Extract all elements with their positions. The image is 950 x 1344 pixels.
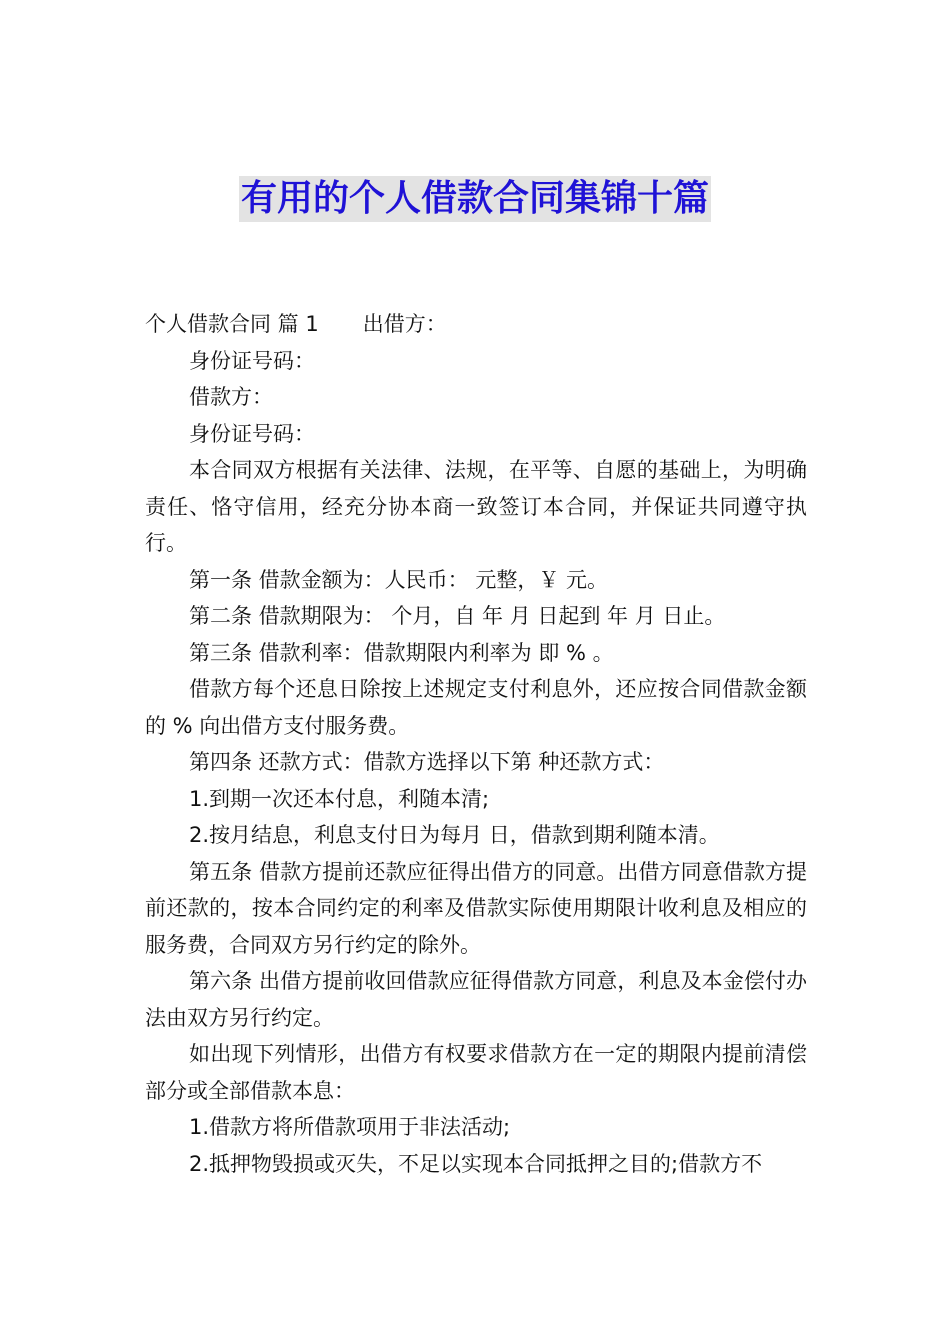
paragraph: 2.抵押物毁损或灭失，不足以实现本合同抵押之目的;借款方不 (189, 1151, 763, 1176)
document-title: 有用的个人借款合同集锦十篇 (239, 176, 711, 222)
paragraph: 2.按月结息，利息支付日为每月 日，借款到期利随本清。 (189, 823, 720, 847)
paragraph: 借款方每个还息日除按上述规定支付利息外，还应按合同借款金额的 % 向出借方支付服务费。 (145, 677, 807, 738)
document-body (145, 306, 807, 1182)
paragraph: 第三条 借款利率：借款期限内利率为 即 % 。 (189, 640, 614, 665)
paragraph: 身份证号码： (189, 421, 315, 446)
paragraph: 1.到期一次还本付息，利随本清; (189, 786, 490, 811)
paragraph: 本合同双方根据有关法律、法规，在平等、自愿的基础上，为明确责任、恪守信用，经充分协本商一致签订本合同，并保证共同遵守执行。 (145, 458, 807, 555)
paragraph: 第一条 借款金额为：人民币： 元整，￥ 元。 (189, 567, 609, 592)
paragraph: 第四条 还款方式：借款方选择以下第 种还款方式： (189, 750, 665, 774)
first-line (145, 306, 807, 343)
paragraph: 第五条 借款方提前还款应征得出借方的同意。出借方同意借款方提前还款的，按本合同约定的利率及借款实际使用期限计收利息及相应的服务费，合同双方另行约定的除外。 (145, 859, 807, 957)
title-container (0, 176, 950, 222)
contract-heading: 个人借款合同 篇 1 (145, 312, 319, 336)
paragraph: 第六条 出借方提前收回借款应征得借款方同意，利息及本金偿付办法由双方另行约定。 (145, 969, 807, 1030)
paragraph: 身份证号码： (189, 348, 315, 373)
paragraph: 第二条 借款期限为： 个月，自 年 月 日起到 年 月 日止。 (189, 604, 726, 628)
paragraph: 如出现下列情形，出借方有权要求借款方在一定的期限内提前清偿部分或全部借款本息： (145, 1042, 807, 1103)
paragraph: 借款方： (189, 385, 273, 409)
paragraph: 1.借款方将所借款项用于非法活动; (189, 1115, 511, 1139)
lender-label: 出借方： (362, 312, 447, 336)
